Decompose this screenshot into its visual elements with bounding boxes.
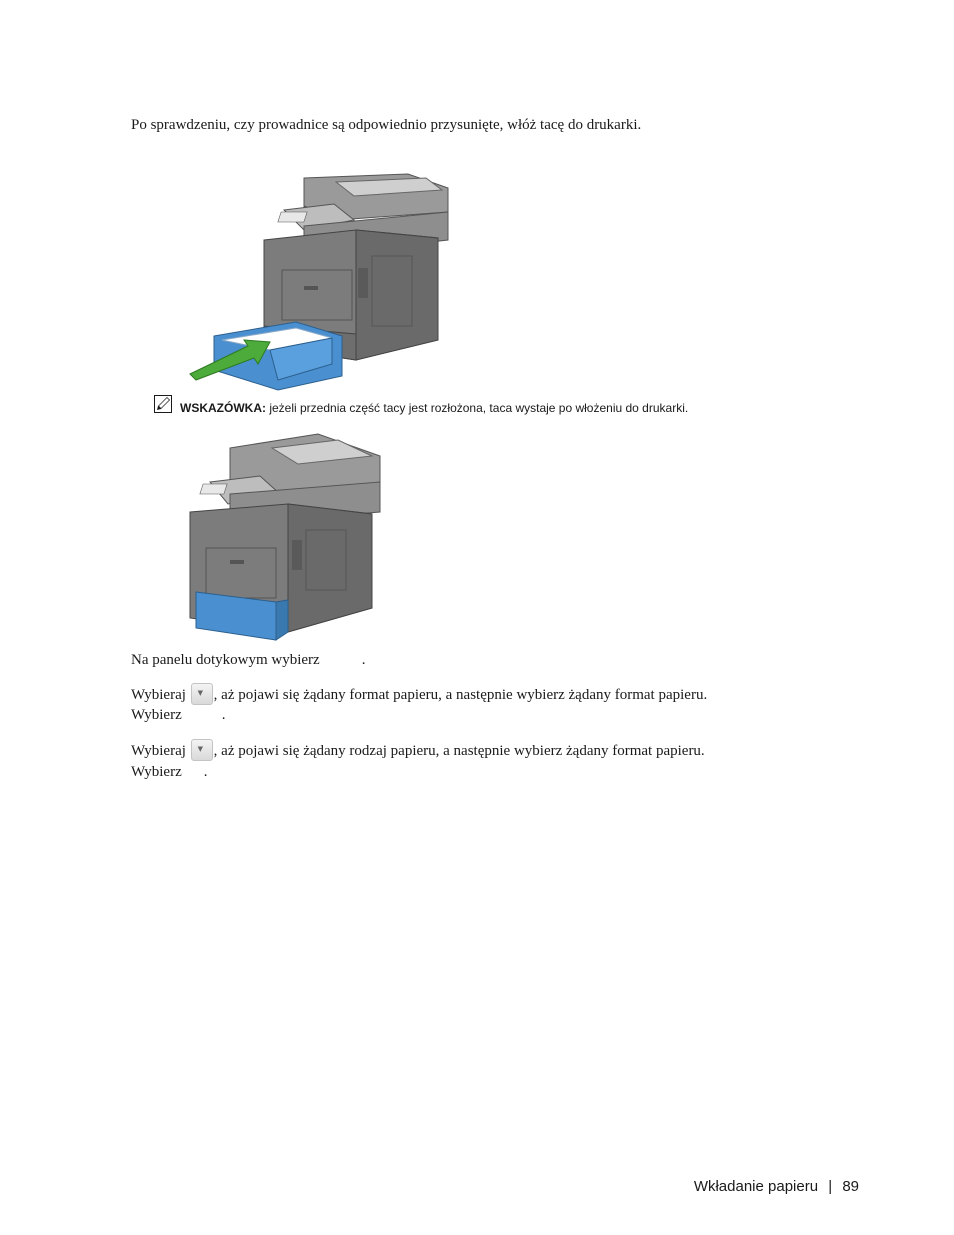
- pencil-note-icon: [154, 395, 172, 413]
- intro-paragraph: Po sprawdzeniu, czy prowadnice są odpowiednio przysunięte, włóż tacę do drukarki.: [131, 117, 642, 133]
- step-1-end: .: [361, 652, 366, 668]
- note-label: WSKAZÓWKA:: [180, 401, 266, 415]
- step-3-line-1: [131, 739, 705, 761]
- step-1: [131, 652, 365, 669]
- step-3-text: , aż pojawi się żądany rodzaj papieru, a następnie wybierz żądany format papieru.: [213, 743, 705, 759]
- footer-section: Wkładanie papieru: [693, 1178, 819, 1195]
- step-3-verb: Wybieraj: [131, 743, 186, 759]
- note-text: [180, 401, 688, 415]
- step-2-line-2: [131, 707, 226, 724]
- step-3-line-2: [131, 764, 208, 781]
- page-number: 89: [842, 1178, 859, 1195]
- step-1-text: Na panelu dotykowym wybierz: [131, 652, 320, 668]
- step-2-end: .: [221, 707, 226, 723]
- chevron-down-icon[interactable]: ▼: [191, 739, 213, 761]
- note-body: jeżeli przednia część tacy jest rozłożona, taca wystaje po włożeniu do drukarki.: [269, 401, 689, 415]
- page-footer: [694, 1178, 859, 1195]
- chevron-down-icon[interactable]: ▼: [191, 683, 213, 705]
- step-3-end: .: [203, 764, 208, 780]
- step-2-line-1: [131, 683, 707, 705]
- printer-tray-insert-illustration: [186, 160, 456, 392]
- printer-tray-protruding-illustration: [188, 432, 388, 644]
- step-2-select: Wybierz: [131, 707, 182, 723]
- footer-separator: |: [828, 1178, 833, 1195]
- step-2-text: , aż pojawi się żądany format papieru, a następnie wybierz żądany format papieru.: [213, 687, 708, 703]
- step-3-select: Wybierz: [131, 764, 182, 780]
- step-2-verb: Wybieraj: [131, 687, 186, 703]
